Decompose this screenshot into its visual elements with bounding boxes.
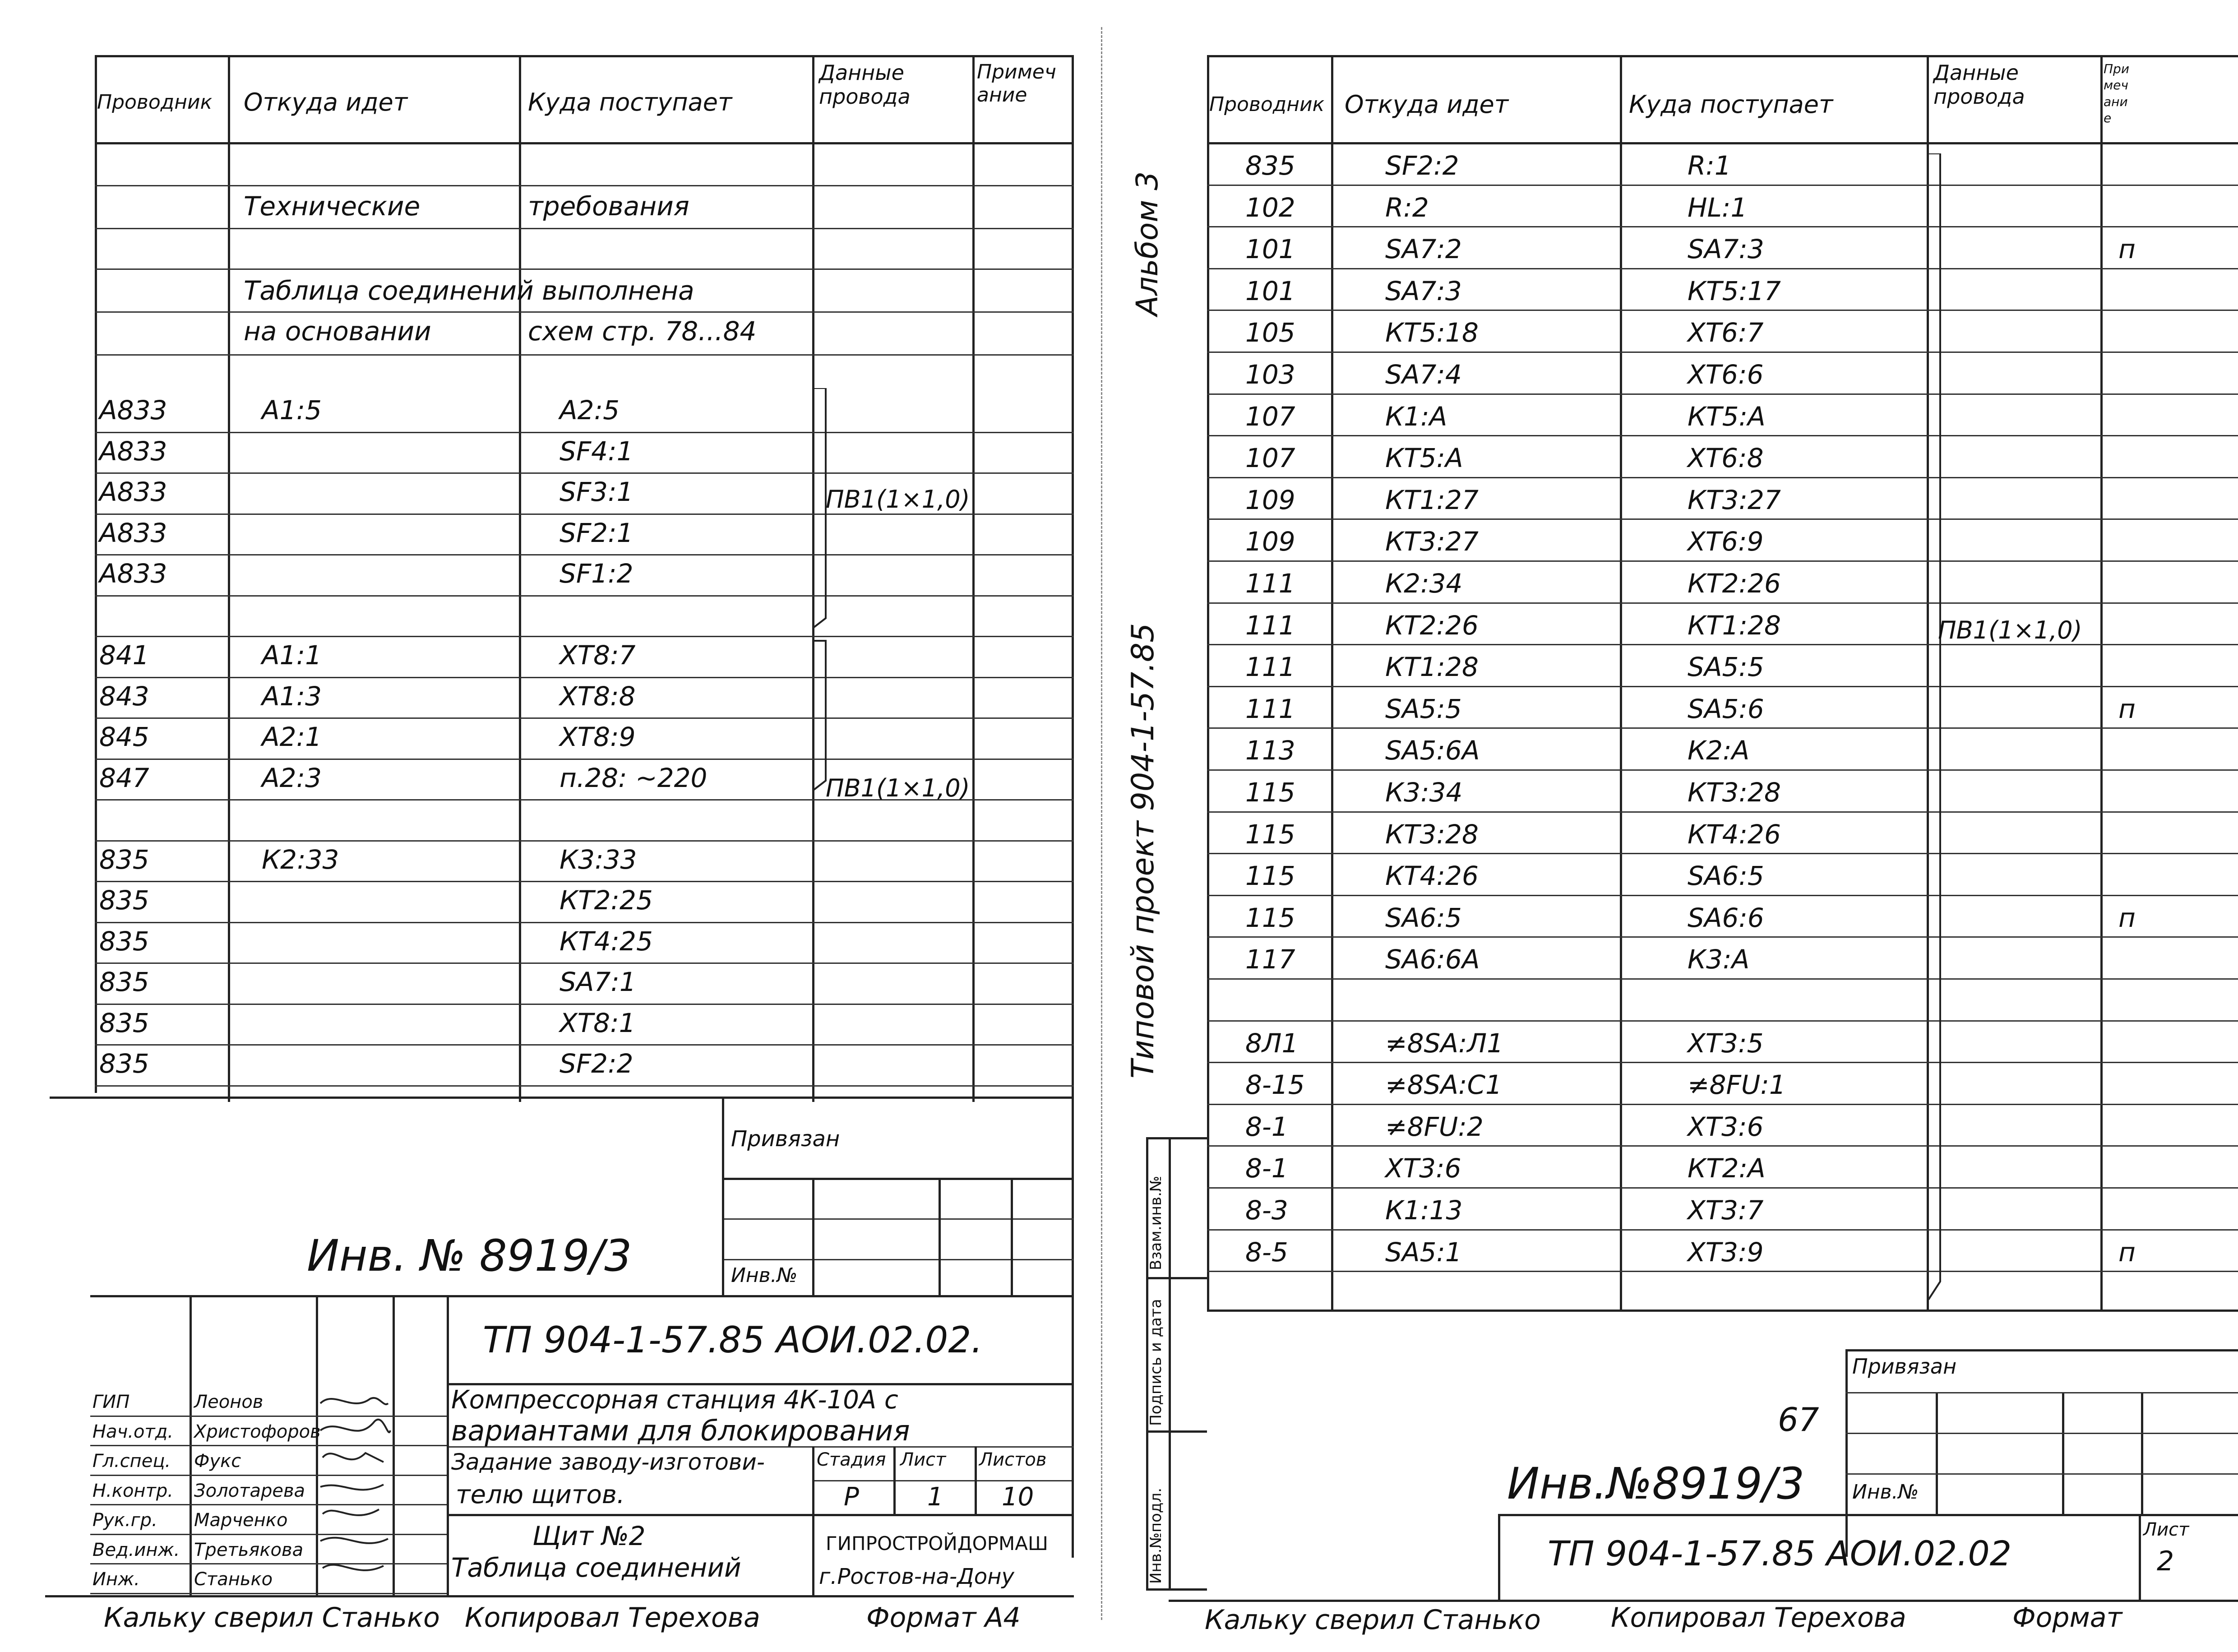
header-from: Откуда идет bbox=[244, 88, 408, 116]
note-mark: п bbox=[2118, 902, 2136, 933]
block-vline bbox=[975, 1446, 977, 1514]
row-line bbox=[1207, 686, 2238, 687]
stamp-line bbox=[1169, 1137, 1171, 1588]
row-line bbox=[1207, 435, 2238, 436]
priv-vline bbox=[812, 1178, 814, 1295]
from-terminal: КТ3:28 bbox=[1385, 819, 1479, 850]
shield-table: Таблица соединений bbox=[451, 1552, 741, 1583]
role-line bbox=[90, 1504, 447, 1505]
stamp-original-inv: Инв.№подл. bbox=[1147, 1488, 1165, 1584]
from-terminal: К1:А bbox=[1385, 401, 1447, 432]
wire-id: 8-3 bbox=[1245, 1195, 1288, 1226]
to-terminal: КТ2:А bbox=[1688, 1153, 1766, 1184]
row-line bbox=[1207, 1062, 2238, 1063]
footer-copy: Копировал Терехова bbox=[1611, 1602, 1906, 1633]
from-terminal: ≠8SА:С1 bbox=[1385, 1069, 1502, 1101]
row-line bbox=[95, 881, 1074, 882]
row-line bbox=[1207, 518, 2238, 520]
wire-id: 8Л1 bbox=[1245, 1027, 1299, 1059]
wire-id: 835 bbox=[99, 925, 149, 957]
from-terminal: К2:33 bbox=[262, 844, 339, 875]
row-line bbox=[1207, 477, 2238, 478]
row-line bbox=[1207, 1229, 2238, 1231]
project-label: Типовой проект 904-1-57.85 bbox=[1125, 623, 1161, 1078]
stamp-line bbox=[1146, 1277, 1207, 1279]
stamp-replace-inv: Взам.инв.№ bbox=[1147, 1175, 1165, 1270]
code-vline bbox=[1498, 1514, 1500, 1600]
to-terminal: К3:33 bbox=[560, 844, 637, 875]
row-line bbox=[1207, 1104, 2238, 1105]
note-mark: п bbox=[2118, 1236, 2136, 1268]
row-line bbox=[95, 354, 1074, 356]
wire-id: 835 bbox=[99, 1048, 149, 1079]
wire-data-2: ПВ1(1×1,0) bbox=[826, 774, 970, 802]
stamp-line bbox=[1146, 1430, 1207, 1433]
footer-format: Формат А4 bbox=[866, 1602, 1021, 1633]
header-from: Откуда идет bbox=[1345, 90, 1509, 119]
wire-id: 835 bbox=[99, 844, 149, 875]
inventory-number: Инв. № 8919/3 bbox=[307, 1231, 632, 1281]
signatures bbox=[316, 1390, 393, 1593]
wire-id: 111 bbox=[1245, 693, 1295, 724]
role-line bbox=[90, 1445, 447, 1446]
header-conductor: Проводник bbox=[97, 91, 213, 114]
header-bottom-line bbox=[95, 142, 1074, 144]
row-line bbox=[1207, 185, 2238, 186]
title-line-2: вариантами для блокирования bbox=[451, 1414, 910, 1447]
block-line bbox=[812, 1480, 1072, 1481]
from-terminal: ≠8FU:2 bbox=[1385, 1111, 1484, 1142]
wire-id: 113 bbox=[1245, 735, 1295, 766]
row-line bbox=[1207, 1271, 2238, 1272]
row-line bbox=[95, 1004, 1074, 1005]
from-terminal: КТ4:26 bbox=[1385, 861, 1479, 892]
to-terminal: КТ3:27 bbox=[1688, 484, 1781, 515]
block-vline bbox=[893, 1446, 896, 1514]
row-line bbox=[95, 1085, 1074, 1087]
role-line bbox=[90, 1563, 447, 1564]
role: Нач.отд. bbox=[92, 1421, 174, 1442]
note-mark: п bbox=[2118, 693, 2136, 724]
to-terminal: п.28: ~220 bbox=[560, 762, 707, 793]
to-terminal: К3:А bbox=[1688, 944, 1750, 975]
wire-id: 8-1 bbox=[1245, 1111, 1288, 1142]
to-terminal: КТ3:28 bbox=[1688, 777, 1781, 808]
header-conductor: Проводник bbox=[1209, 93, 1325, 116]
wire-id: 105 bbox=[1245, 317, 1295, 348]
wire-id: А833 bbox=[99, 558, 167, 589]
role-line bbox=[90, 1416, 447, 1417]
wire-id: 115 bbox=[1245, 777, 1295, 808]
col-line-2 bbox=[1620, 55, 1622, 1310]
to-terminal: КТ2:25 bbox=[560, 885, 653, 916]
row-line bbox=[95, 311, 1074, 313]
to-terminal: ХТ6:7 bbox=[1688, 317, 1764, 348]
page-number: 67 bbox=[1778, 1401, 1819, 1439]
document-code: ТП 904-1-57.85 АОИ.02.02. bbox=[483, 1319, 983, 1361]
note-table-made: Таблица соединений выполнена bbox=[244, 275, 694, 306]
to-terminal: ХТ6:9 bbox=[1688, 526, 1764, 557]
wire-bracket bbox=[1927, 153, 1954, 1309]
to-terminal: SА6:5 bbox=[1688, 861, 1764, 892]
wire-id: 109 bbox=[1245, 484, 1295, 515]
from-terminal: ХТ3:6 bbox=[1385, 1153, 1461, 1184]
to-terminal: ХТ8:9 bbox=[560, 722, 636, 752]
header-to: Куда поступает bbox=[528, 88, 732, 116]
priv-vline bbox=[1011, 1178, 1013, 1295]
row-line bbox=[95, 185, 1074, 186]
sheet-value: 1 bbox=[927, 1482, 943, 1512]
stamp-signature-date: Подпись и дата bbox=[1147, 1299, 1165, 1426]
role: Рук.гр. bbox=[92, 1510, 157, 1531]
role: Инж. bbox=[92, 1569, 140, 1590]
to-terminal: ХТ8:7 bbox=[560, 640, 636, 671]
wire-id: 843 bbox=[99, 680, 149, 712]
wire-id: А833 bbox=[99, 435, 167, 467]
wire-id: 835 bbox=[99, 885, 149, 916]
sheet-value: 2 bbox=[2157, 1546, 2174, 1577]
from-terminal: КТ1:27 bbox=[1385, 484, 1479, 515]
wire-id: 109 bbox=[1245, 526, 1295, 557]
from-terminal: ≠8SА:Л1 bbox=[1385, 1027, 1504, 1059]
row-line bbox=[95, 268, 1074, 270]
note-mark: п bbox=[2118, 234, 2136, 265]
from-terminal: SА7:4 bbox=[1385, 359, 1462, 390]
from-terminal: А1:3 bbox=[262, 680, 322, 712]
role: Гл.спец. bbox=[92, 1451, 171, 1472]
col-line-1 bbox=[1331, 55, 1333, 1310]
wire-id: 847 bbox=[99, 762, 149, 793]
from-terminal: SА7:3 bbox=[1385, 275, 1462, 306]
sheet-label: Лист bbox=[2143, 1519, 2189, 1540]
from-terminal: КТ5:18 bbox=[1385, 317, 1479, 348]
from-terminal: SА7:2 bbox=[1385, 234, 1462, 265]
from-terminal: SА6:6А bbox=[1385, 944, 1480, 975]
footer-check: Кальку сверил Станько bbox=[1205, 1604, 1541, 1636]
wire-id: 8-1 bbox=[1245, 1153, 1288, 1184]
to-terminal: КТ1:28 bbox=[1688, 610, 1781, 641]
from-terminal: SF2:2 bbox=[1385, 150, 1459, 181]
to-terminal: ХТ3:9 bbox=[1688, 1236, 1764, 1268]
row-line bbox=[1207, 310, 2238, 311]
wire-id: 107 bbox=[1245, 401, 1295, 432]
to-terminal: R:1 bbox=[1688, 150, 1731, 181]
inv-no-label: Инв.№ bbox=[731, 1264, 798, 1287]
footer-copy: Копировал Терехова bbox=[465, 1602, 760, 1633]
from-terminal: А2:1 bbox=[262, 722, 322, 752]
wire-id: 115 bbox=[1245, 819, 1295, 850]
row-line bbox=[1207, 268, 2238, 269]
to-terminal: SF1:2 bbox=[560, 558, 633, 589]
from-terminal: К3:34 bbox=[1385, 777, 1463, 808]
row-line bbox=[1207, 1187, 2238, 1189]
sheets-value: 10 bbox=[1002, 1482, 1034, 1512]
code-vline bbox=[2139, 1514, 2141, 1600]
from-terminal: КТ1:28 bbox=[1385, 652, 1479, 683]
row-line bbox=[1207, 644, 2238, 645]
to-terminal: ХТ3:7 bbox=[1688, 1195, 1764, 1226]
frame-top-line bbox=[1207, 55, 2238, 57]
table-bottom-line bbox=[1207, 1310, 2238, 1312]
role: ГИП bbox=[92, 1392, 130, 1412]
wire-id: 8-15 bbox=[1245, 1069, 1305, 1101]
frame-top-line bbox=[95, 55, 1074, 57]
priv-line bbox=[1845, 1433, 2238, 1434]
shield-name: Щит №2 bbox=[532, 1521, 646, 1551]
to-terminal: ХТ6:6 bbox=[1688, 359, 1764, 390]
organization-city: г.Ростов-на-Дону bbox=[819, 1564, 1014, 1589]
person-name: Станько bbox=[194, 1569, 273, 1590]
title-line-1: Компрессорная станция 4К-10А с bbox=[451, 1385, 898, 1415]
organization-name: ГИПРОСТРОЙДОРМАШ bbox=[826, 1532, 1048, 1555]
wire-id: 107 bbox=[1245, 443, 1295, 474]
header-bottom-line bbox=[1207, 142, 2238, 144]
block-bottom-line bbox=[45, 1595, 1074, 1597]
priv-vline bbox=[2141, 1392, 2143, 1514]
stamp-line bbox=[1146, 1588, 1207, 1591]
row-line bbox=[95, 228, 1074, 229]
to-terminal: ХТ8:8 bbox=[560, 680, 636, 712]
row-line bbox=[95, 1044, 1074, 1046]
from-terminal: SА6:5 bbox=[1385, 902, 1462, 933]
wire-data-1: ПВ1(1×1,0) bbox=[826, 485, 970, 514]
wire-id: 835 bbox=[99, 1007, 149, 1038]
role-line bbox=[90, 1534, 447, 1535]
to-terminal: SF4:1 bbox=[560, 435, 633, 467]
wire-brackets bbox=[812, 388, 975, 794]
person-name: Леонов bbox=[194, 1392, 264, 1412]
header-wire-data: Данные провода bbox=[819, 60, 911, 109]
wire-id: 111 bbox=[1245, 568, 1295, 599]
wire-id: 102 bbox=[1245, 192, 1295, 223]
row-line bbox=[1207, 602, 2238, 604]
block-line bbox=[90, 1295, 1074, 1297]
person-name: Марченко bbox=[194, 1510, 288, 1531]
to-terminal: КТ4:26 bbox=[1688, 819, 1781, 850]
priv-vline bbox=[1936, 1392, 1938, 1514]
person-name: Христофоров bbox=[194, 1421, 321, 1442]
right-sheet bbox=[1101, 0, 2238, 1652]
to-terminal: SF2:2 bbox=[560, 1048, 633, 1079]
row-line bbox=[1207, 895, 2238, 896]
wire-id: А833 bbox=[99, 517, 167, 548]
to-terminal: SА5:5 bbox=[1688, 652, 1764, 683]
from-terminal: А2:3 bbox=[262, 762, 322, 793]
album-label: Альбом 3 bbox=[1130, 171, 1165, 316]
to-terminal: КТ5:17 bbox=[1688, 275, 1781, 306]
wire-id: 117 bbox=[1245, 944, 1295, 975]
priv-line bbox=[722, 1218, 1074, 1220]
priv-vline bbox=[939, 1178, 941, 1295]
wire-id: 101 bbox=[1245, 275, 1295, 306]
stamp-line bbox=[1146, 1137, 1207, 1139]
header-to: Куда поступает bbox=[1629, 90, 1833, 119]
inventory-number: Инв.№8919/3 bbox=[1507, 1458, 1805, 1509]
role-line bbox=[90, 1593, 447, 1594]
priv-line bbox=[1845, 1349, 2238, 1351]
wire-id: 111 bbox=[1245, 652, 1295, 683]
wire-id: А833 bbox=[99, 477, 167, 507]
row-line bbox=[1207, 393, 2238, 395]
wire-id: 835 bbox=[1245, 150, 1295, 181]
footer-format: Формат bbox=[2012, 1602, 2122, 1633]
priv-line bbox=[722, 1259, 1074, 1260]
note-schemes: схем стр. 78...84 bbox=[528, 316, 757, 347]
to-terminal: HL:1 bbox=[1688, 192, 1748, 223]
from-terminal: А1:5 bbox=[262, 395, 322, 426]
sheets-header: Листов bbox=[979, 1449, 1047, 1470]
to-terminal: SF2:1 bbox=[560, 517, 633, 548]
from-terminal: К2:34 bbox=[1385, 568, 1463, 599]
row-line bbox=[1207, 936, 2238, 938]
footer-check: Кальку сверил Станько bbox=[104, 1602, 440, 1633]
row-line bbox=[1207, 727, 2238, 729]
to-terminal: ХТ3:5 bbox=[1688, 1027, 1764, 1059]
wire-id: 101 bbox=[1245, 234, 1295, 265]
block-vline bbox=[447, 1295, 449, 1595]
person-name: Третьякова bbox=[194, 1539, 304, 1560]
note-on-basis: на основании bbox=[244, 316, 431, 347]
header-note: Примечание bbox=[977, 60, 1056, 106]
title-line-3: Задание заводу-изготови- bbox=[451, 1449, 765, 1475]
role: Н.контр. bbox=[92, 1480, 173, 1501]
document-code: ТП 904-1-57.85 АОИ.02.02 bbox=[1548, 1533, 2012, 1573]
row-line bbox=[1207, 1145, 2238, 1147]
col-line-1 bbox=[228, 55, 230, 1102]
frame-right-line bbox=[1072, 55, 1074, 1558]
to-terminal: SА7:3 bbox=[1688, 234, 1764, 265]
row-line bbox=[95, 922, 1074, 923]
row-line bbox=[1207, 1020, 2238, 1022]
to-terminal: КТ2:26 bbox=[1688, 568, 1781, 599]
wire-id: 115 bbox=[1245, 902, 1295, 933]
to-terminal: SА7:1 bbox=[560, 967, 636, 997]
block-line bbox=[447, 1514, 1074, 1516]
to-terminal: SА5:6 bbox=[1688, 693, 1764, 724]
row-line bbox=[1207, 978, 2238, 980]
person-name: Фукс bbox=[194, 1451, 241, 1472]
from-terminal: КТ2:26 bbox=[1385, 610, 1479, 641]
stage-value: Р bbox=[844, 1482, 859, 1512]
note-technical: Технические bbox=[244, 191, 421, 222]
to-terminal: К2:А bbox=[1688, 735, 1750, 766]
code-line bbox=[1498, 1514, 2238, 1516]
from-terminal: SА5:6А bbox=[1385, 735, 1480, 766]
header-note: Примечание bbox=[2104, 61, 2130, 126]
priv-vline bbox=[2062, 1392, 2064, 1514]
wire-id: 845 bbox=[99, 722, 149, 752]
sheet-divider bbox=[1101, 27, 1102, 1620]
from-terminal: А1:1 bbox=[262, 640, 322, 671]
to-terminal: ХТ3:6 bbox=[1688, 1111, 1764, 1142]
wire-id: 115 bbox=[1245, 861, 1295, 892]
note-requirements: требования bbox=[528, 191, 689, 222]
wire-id: 841 bbox=[99, 640, 149, 671]
privyazan-label: Привязан bbox=[731, 1126, 840, 1152]
row-line bbox=[1207, 811, 2238, 813]
block-top-line bbox=[50, 1097, 1074, 1099]
title-line-4: телю щитов. bbox=[456, 1480, 625, 1509]
priv-vline bbox=[722, 1097, 724, 1295]
to-terminal: ХТ6:8 bbox=[1688, 443, 1764, 474]
priv-line bbox=[1845, 1473, 2238, 1475]
from-terminal: SА5:1 bbox=[1385, 1236, 1462, 1268]
from-terminal: R:2 bbox=[1385, 192, 1429, 223]
from-terminal: SА5:5 bbox=[1385, 693, 1462, 724]
to-terminal: КТ5:А bbox=[1688, 401, 1766, 432]
wire-data: ПВ1(1×1,0) bbox=[1938, 616, 2082, 644]
col-line-2 bbox=[519, 55, 521, 1102]
frame-left-line bbox=[95, 55, 97, 1093]
privyazan-label: Привязан bbox=[1852, 1354, 1957, 1379]
row-line bbox=[1207, 853, 2238, 854]
row-line bbox=[95, 963, 1074, 964]
inv-no-label: Инв.№ bbox=[1852, 1481, 1919, 1504]
wire-id: 103 bbox=[1245, 359, 1295, 390]
from-terminal: КТ3:27 bbox=[1385, 526, 1479, 557]
to-terminal: А2:5 bbox=[560, 395, 620, 426]
wire-id: А833 bbox=[99, 395, 167, 426]
to-terminal: ≠8FU:1 bbox=[1688, 1069, 1786, 1101]
priv-line bbox=[1845, 1392, 2238, 1393]
to-terminal: КТ4:25 bbox=[560, 925, 653, 957]
wire-id: 835 bbox=[99, 967, 149, 997]
priv-vline bbox=[1845, 1349, 1848, 1557]
role-line bbox=[90, 1475, 447, 1476]
role: Вед.инж. bbox=[92, 1539, 180, 1560]
to-terminal: SF3:1 bbox=[560, 477, 633, 507]
from-terminal: КТ5:А bbox=[1385, 443, 1463, 474]
to-terminal: SА6:6 bbox=[1688, 902, 1764, 933]
col-line-4 bbox=[2100, 55, 2103, 1310]
from-terminal: К1:13 bbox=[1385, 1195, 1463, 1226]
header-wire-data: Данные провода bbox=[1933, 60, 2025, 109]
row-line bbox=[1207, 352, 2238, 353]
sheet-header: Лист bbox=[900, 1449, 946, 1470]
stage-header: Стадия bbox=[817, 1449, 886, 1470]
left-sheet bbox=[0, 0, 1101, 1652]
row-line bbox=[1207, 226, 2238, 227]
wire-id: 8-5 bbox=[1245, 1236, 1288, 1268]
to-terminal: ХТ8:1 bbox=[560, 1007, 636, 1038]
person-name: Золотарева bbox=[194, 1480, 305, 1501]
priv-line bbox=[722, 1178, 1074, 1180]
row-line bbox=[95, 840, 1074, 842]
wire-id: 111 bbox=[1245, 610, 1295, 641]
row-line bbox=[1207, 560, 2238, 562]
frame-left-line bbox=[1207, 55, 1209, 1310]
row-line bbox=[1207, 769, 2238, 771]
block-vline bbox=[812, 1446, 814, 1595]
